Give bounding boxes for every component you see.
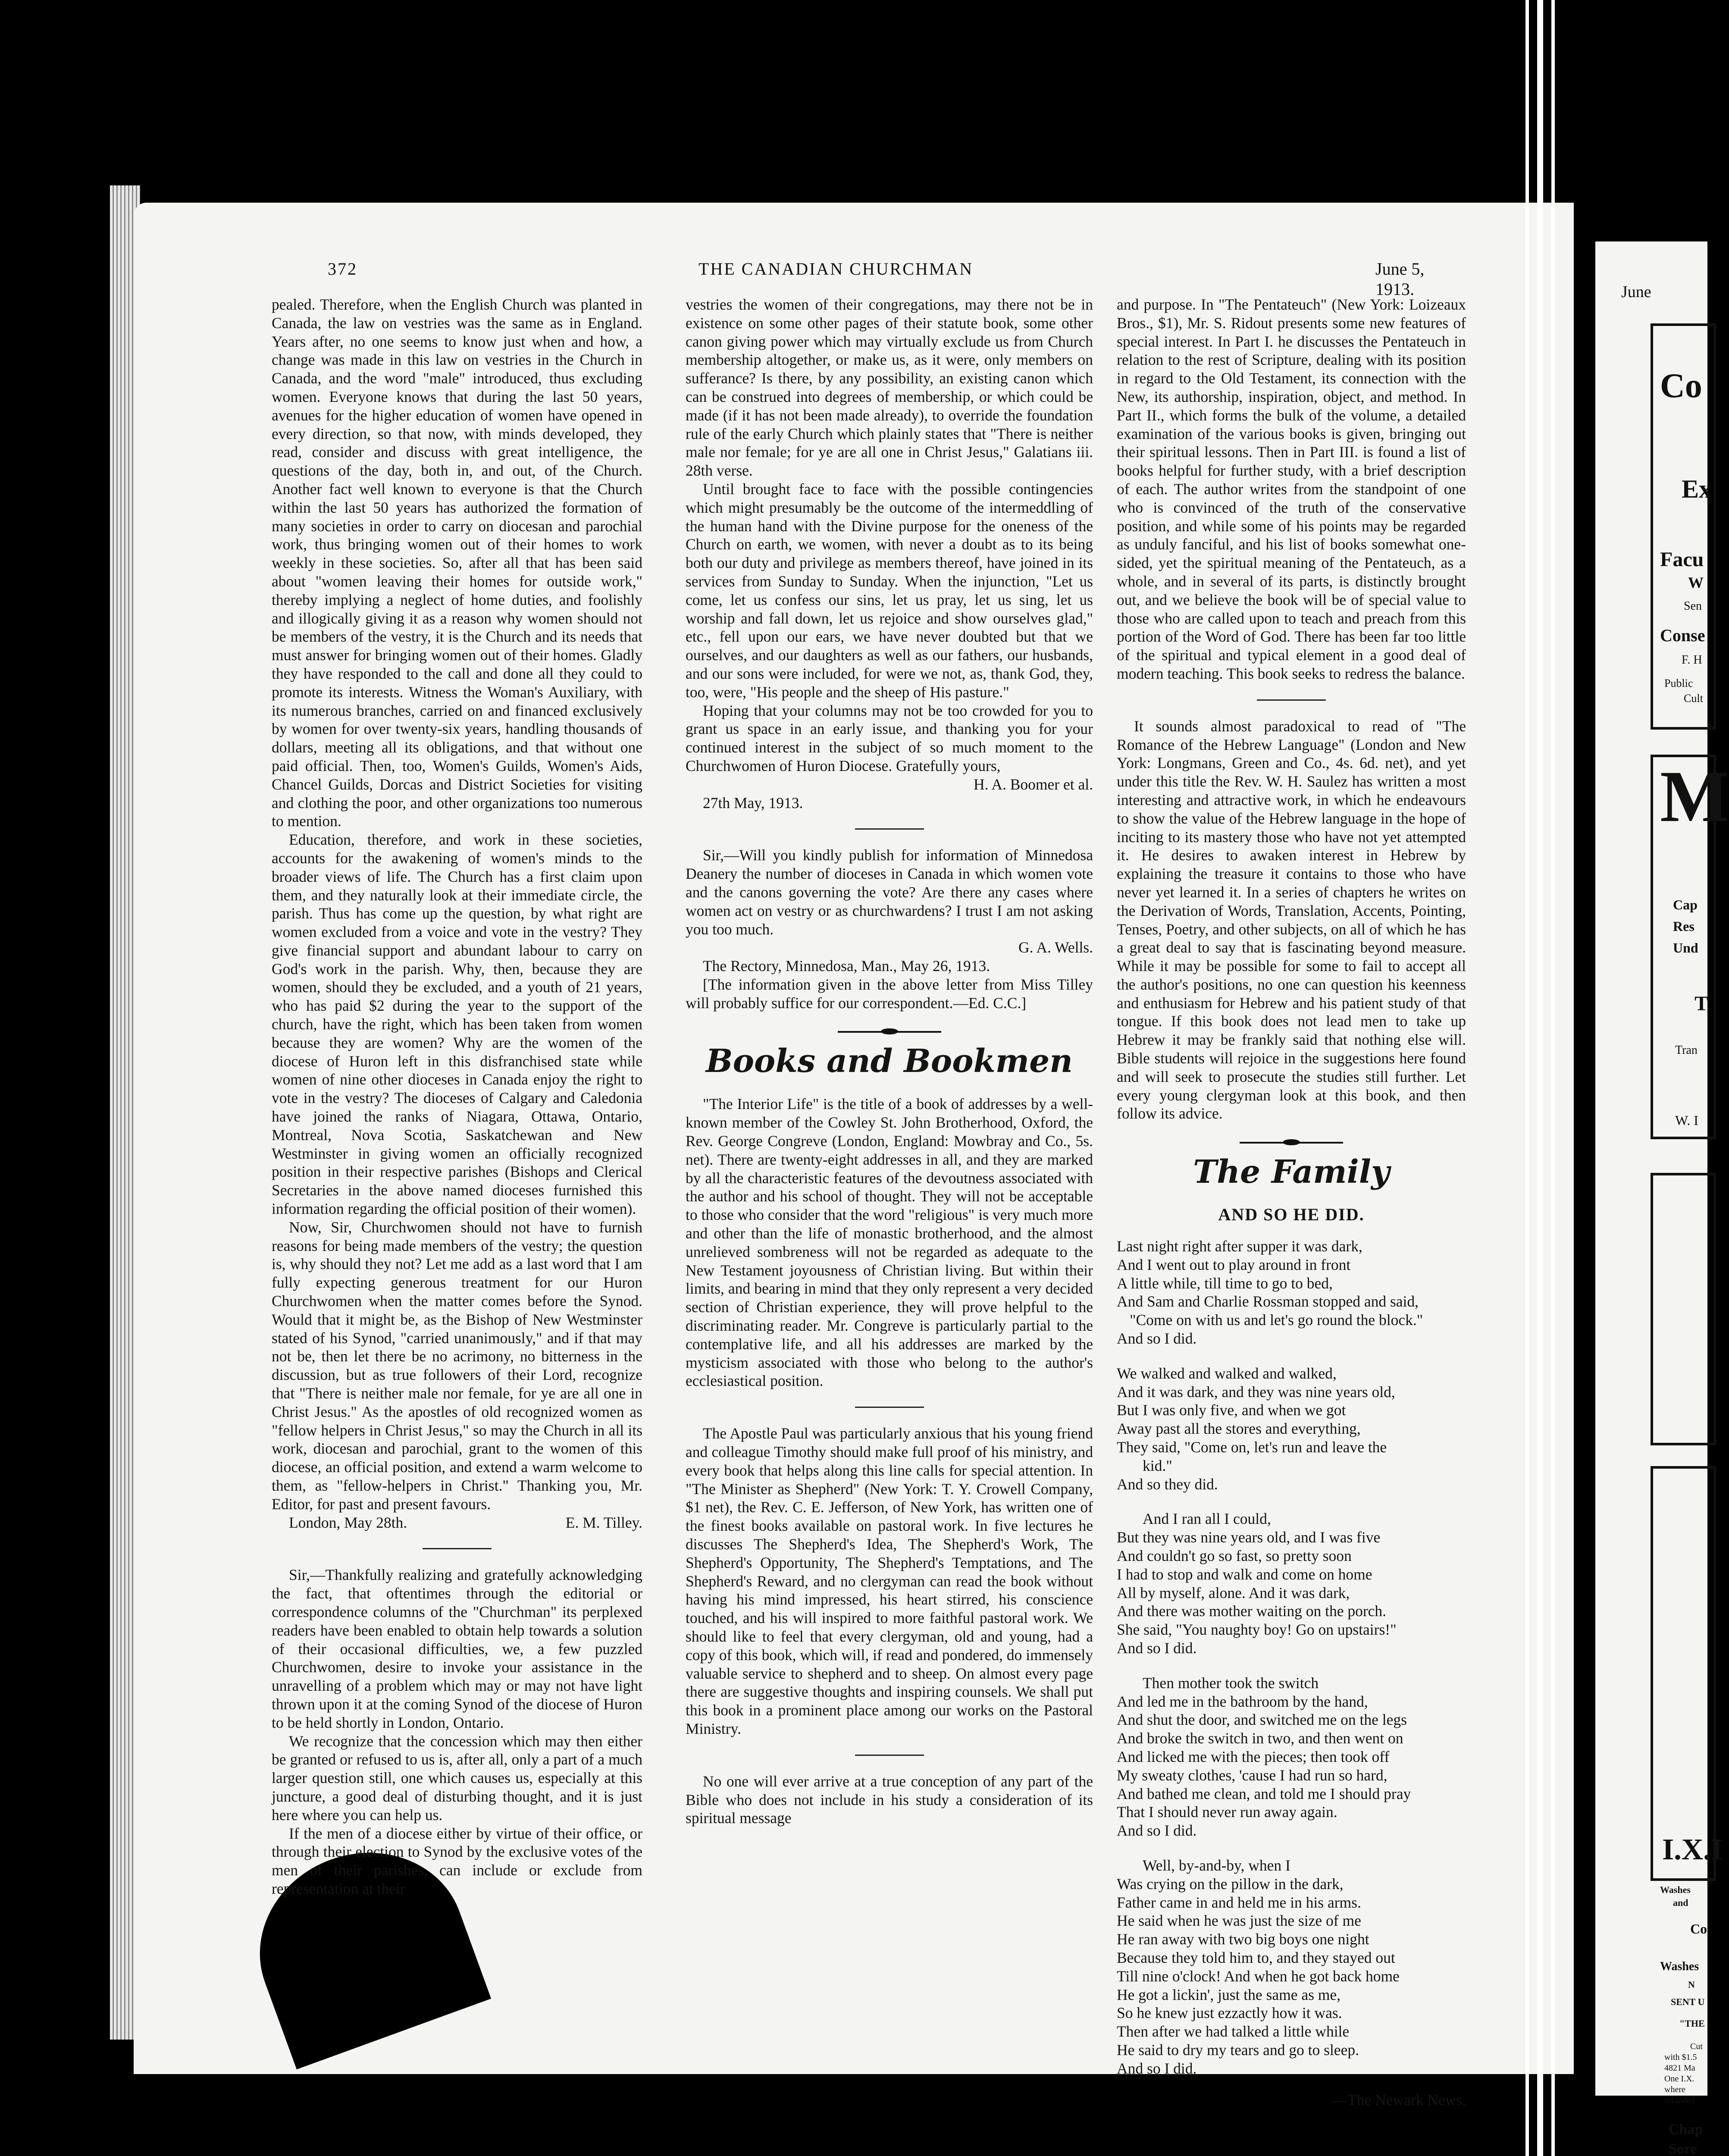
paragraph: pealed. Therefore, when the English Church was planted in Canada, the law on vestries was the same as in England. Years after, no one seems to know just when and how, a change was made in this law on vestries in the Church in Canada, and the word "male" introduced, thus excluding women. Everyone knows that during the last 50 years, avenues for the higher education of women have opened in every direction, so that now, with minds developed, they read, consider and discuss with great intelligence, the questions of the day, both in, and out, of the Church. Another fact well known to everyone is that the Church within the last 50 years has authorized the formation of many societies in order to carry on diocesan and parochial work, thus bringing women out of their homes to work weekly in these societies. So, after all that has been said about "women leaving their homes for outside work," thereby implying a neglect of home duties, and foolishly and illogically giving it as a reason why women should not be members of the vestry, it is the Church and its needs that must answer for bringing women out of their homes. Gladly they have responded to the call and done all they could to promote its interests. Witness the Woman's Auxiliary, with its numerous branches, carried on and financed exclusively by women for over twenty-six years, handling thousands of dollars, meeting all its obligations, and that without one paid official. Then, too, Women's Guilds, Women's Aids, Chancel Guilds, Dorcas and District Societies for visiting and clothing the poor, and other organizations too numerous to mention.	[272, 296, 642, 830]
poem-line: And it was dark, and they was nine years old,	[1117, 1383, 1395, 1401]
ad-fragment: and	[1673, 1897, 1688, 1908]
poem-line: She said, "You naughty boy! Go on upstairs!"	[1117, 1621, 1397, 1639]
ad-fragment: W	[1688, 574, 1704, 591]
poem-line: He said when he was just the size of me	[1117, 1912, 1361, 1930]
divider	[855, 1407, 924, 1408]
ad-fragment: Und	[1673, 940, 1698, 956]
dateline: London, May 28th.	[289, 1514, 407, 1531]
divider	[855, 1755, 924, 1756]
paragraph: "The Interior Life" is the title of a book of addresses by a well-known member of the Cowley St. John Brotherhood, Oxford, the Rev. George Congreve (London, England: Mowbray and Co., 5s. net). There are twenty-eight addresses in all, and they are marked by all the characteristic features of the devoutness associated with the author and his school of thought. They will not be acceptable to those who consider that the word "religious" is very much more and other than the life of monastic brotherhood, and the almost unrelieved sombreness will not be regarded as adequate to the New Testament joyousness of Christian living. But within their limits, and bearing in mind that they only represent a very decided section of Christian experience, they will prove helpful to the discriminating reader. Mr. Congreve is particularly partial to the contemplative life, and all his addresses are marked by the mysticism associated with those who belong to the author's ecclesiastical position.	[686, 1095, 1093, 1390]
scan-border-line	[1537, 0, 1543, 2156]
ad-fragment: "THE	[1679, 2018, 1705, 2029]
scan-border-line	[1525, 0, 1529, 2156]
ad-fragment: Ex	[1682, 475, 1712, 503]
divider	[423, 1548, 492, 1549]
poem-line: Last night right after supper it was dark,	[1117, 1238, 1363, 1255]
poem-line: A little while, till time to go to bed,	[1117, 1274, 1333, 1292]
ad-fragment: Facu	[1660, 548, 1704, 571]
ad-fragment: Co	[1660, 367, 1702, 405]
ad-fragment: W. I	[1675, 1112, 1698, 1128]
poem-line: And licked me with the pieces; then took off	[1117, 1748, 1390, 1765]
paragraph: Now, Sir, Churchwomen should not have to furnish reasons for being made members of the vestry; the question is, why should they not? Let me add as a last word that I am fully expecting generous treatment for our Huron Churchwomen when the matter comes before the Synod. Would that it might be, as the Bishop of New Westminster stated of his Synod, "carried unanimously," and if that may not be, then let there be no acrimony, no bitterness in the discussion, but as true followers of their Lord, recognize that "There is neither male nor female, for ye are all one in Christ Jesus." As the apostles of old recognized women as "fellow helpers in Christ Jesus," so may the Church in all its work, diocesan and parochial, grant to the women of this diocese, an official position, and extend a warm welcome to them, as "fellow-helpers in Christ." Thanking you, Mr. Editor, for past and present favours.	[272, 1218, 642, 1513]
poem-line: "Come on with us and let's go round the block."	[1130, 1311, 1423, 1329]
paragraph: Sir,—Will you kindly publish for information of Minnedosa Deanery the number of dioceses in Canada in which women vote and the canons governing the vote? Are there any cases where women act on vestry or as churchwardens? I trust I am not asking you too much.	[686, 846, 1093, 938]
ornament-divider	[838, 1028, 941, 1034]
poem-line: And there was mother waiting on the porch.	[1117, 1602, 1387, 1620]
poem-line: And so I did.	[1117, 1639, 1197, 1657]
ad-fragment: T	[1695, 992, 1709, 1015]
ad-frame	[1651, 1466, 1716, 1881]
paragraph: vestries the women of their congregations, may there not be in existence on some other pages of their statute book, some other canon giving power which may virtually exclude us from Church membership altogether, or make us, as it were, only members on sufferance? Is there, by any possibility, an existing canon which can be construed into degrees of membership, or which could be made (if it has not been made already), to override the foundation rule of the early Church which plainly states that "There is neither male nor female; for ye are all one in Christ Jesus," Galatians iii. 28th verse.	[686, 296, 1093, 479]
divider	[855, 828, 924, 830]
scan-border-line	[1551, 0, 1555, 2156]
poem-line: Till nine o'clock! And when he got back home	[1117, 1967, 1400, 1985]
poem-title: AND SO HE DID.	[1218, 1205, 1365, 1225]
ad-fragment: with $1.5	[1664, 2053, 1697, 2062]
poem-line: And Sam and Charlie Rossman stopped and said,	[1117, 1293, 1419, 1310]
divider	[1257, 699, 1326, 701]
poem-credit: —The Newark News.	[1332, 2091, 1466, 2109]
issue-date: June 5, 1913.	[1375, 259, 1425, 299]
ad-fragment: Co	[1690, 1921, 1707, 1937]
signature: E. M. Tilley.	[565, 1514, 642, 1531]
poem-line: And led me in the bathroom by the hand,	[1117, 1692, 1368, 1710]
ad-frame	[1651, 323, 1716, 730]
ad-fragment: Washes	[1660, 1884, 1691, 1895]
page-number: 372	[328, 259, 357, 279]
ad-fragment: Cap	[1673, 897, 1698, 912]
masthead: THE CANADIAN CHURCHMAN	[698, 259, 974, 279]
paragraph: Until brought face to face with the possible contingencies which might presumably be the outcome of the intermeddling of the human hand with the Divine purpose for the oneness of the Church on earth, we women, with never a doubt as to its being both our duty and privilege as members thereof, have joined in its services from Sunday to Sunday. When the injunction, "Let us come, let us confess our sins, let us pray, let us sing, let us worship and fall down, let us rejoice and show ourselves glad," etc., fell upon our ears, we have never doubted but that we ourselves, and our daughters as well as our fathers, our husbands, and our sons were included, for were we not, as, thank God, they, too, were, "His people and the sheep of His pasture."	[686, 480, 1093, 701]
paragraph: Hoping that your columns may not be too crowded for you to grant us space in an early issue, and thanking you for your continued interest in the subject of so much moment to the Churchwomen of Huron Diocese. Gratefully yours,	[686, 702, 1093, 774]
editor-note: [The information given in the above letter from Miss Tilley will probably suffice for our correspondent.—Ed. C.C.]	[686, 975, 1093, 1012]
poem-line: Was crying on the pillow in the dark,	[1117, 1875, 1344, 1893]
poem-line: And couldn't go so fast, so pretty soon	[1117, 1547, 1352, 1565]
ad-fragment: Res	[1673, 918, 1695, 934]
ad-fragment: One I.X.	[1664, 2074, 1695, 2084]
page-header	[328, 259, 1457, 299]
poem-line: He ran away with two big boys one night	[1117, 1930, 1369, 1948]
ad-fragment: F. H	[1682, 653, 1702, 667]
ad-fragment: Conse	[1660, 626, 1705, 645]
section-heading-books: Books and Bookmen	[706, 1043, 1073, 1080]
column-2	[686, 295, 1093, 1827]
poem	[1117, 1237, 1466, 2078]
ad-fragment: where	[1664, 2085, 1685, 2094]
dateline: 27th May, 1913.	[703, 794, 803, 812]
poem-line: Well, by-and-by, when I	[1143, 1856, 1290, 1874]
poem-line: And broke the switch in two, and then went on	[1117, 1730, 1403, 1747]
poem-line: Away past all the stores and everything,	[1117, 1420, 1361, 1438]
paragraph: No one will ever arrive at a true conception of any part of the Bible who does not include in his study a consideration of its spiritual message	[686, 1772, 1093, 1827]
poem-line: Then after we had talked a little while	[1117, 2023, 1350, 2040]
ad-frame	[1651, 1173, 1716, 1445]
poem-line: And so I did.	[1117, 2059, 1197, 2077]
poem-line: My sweaty clothes, 'cause I had run so hard,	[1117, 1766, 1388, 1784]
poem-line: We walked and walked and walked,	[1117, 1364, 1337, 1382]
poem-line: They said, "Come on, let's run and leave the	[1117, 1438, 1387, 1456]
poem-line: And bathed me clean, and told me I should pray	[1117, 1785, 1411, 1802]
ad-fragment: refunded	[1664, 2096, 1695, 2105]
ad-fragment: Public	[1664, 677, 1693, 689]
paragraph: Education, therefore, and work in these societies, accounts for the awakening of women's minds to the broader views of life. The Church has a first claim upon them, and they naturally look at their immediate circle, the parish. Thus has come up the question, by what right are women excluded from a voice and vote in the vestry? They give financial support and abundant labour to carry on God's work in the parish. Why, then, because they are women, should they be excluded, and a youth of 21 years, who has paid $2 during the year to the support of the church, have the right, which has been taken from women because they are women? Why are the women of the diocese of Huron left in this disfranchised state while women of nine other dioceses in Canada enjoy the right to vote in the vestry? The dioceses of Calgary and Caledonia have joined the ranks of Niagara, Ottawa, Ontario, Montreal, Nova Scotia, Saskatchewan and New Westminster in giving women an officially recognized position in their respective parishes (Bishops and Clerical Secretaries in the above named dioceses furnished this information regarding the official position of their women).	[272, 831, 642, 1218]
signature: G. A. Wells.	[1018, 939, 1093, 956]
poem-line: Then mother took the switch	[1143, 1674, 1319, 1692]
poem-line: He said to dry my tears and go to sleep.	[1117, 2041, 1359, 2059]
ad-fragment: Chap	[1669, 2122, 1703, 2137]
column-1	[272, 295, 642, 1898]
ad-fragment: N	[1688, 1979, 1695, 1990]
ad-fragment: Sen	[1684, 599, 1702, 613]
poem-line: And shut the door, and switched me on the legs	[1117, 1711, 1407, 1729]
section-heading-family: The Family	[1193, 1153, 1390, 1191]
ad-fragment: 4821 Ma	[1664, 2063, 1695, 2073]
poem-line: But they was nine years old, and I was five	[1117, 1529, 1381, 1546]
poem-line: That I should never run away again.	[1117, 1803, 1337, 1821]
ad-fragment: Tran	[1675, 1044, 1698, 1057]
ornament-divider	[1240, 1139, 1343, 1145]
paragraph: It sounds almost paradoxical to read of "The Romance of the Hebrew Language" (London and New York: Longmans, Green and Co., 4s. 6d. net), and yet under this title the Rev. W. H. Saulez has written a most interesting and attractive work, in which he endeavours to show the value of the Hebrew language in the hope of inciting to its mastery those who have not yet attempted it. He desires to awaken interest in Hebrew by explaining the treasure it contains to those who have never yet learned it. In a series of chapters he writes on the Derivation of Words, Translation, Accents, Pointing, Tenses, Poetry, and other subjects, on all of which he has a great deal to say that is fascinating beyond measure. While it may be possible for some to fail to accept all the author's positions, no one can question his keenness and enthusiasm for Hebrew and his patient study of that tongue. If this book does not lead men to take up Hebrew it may be frankly said that nothing else will. Bible students will rejoice in the suggestions here found and will seek to prosecute the studies still further. Let every young clergyman look at this book, and then follow its advice.	[1117, 717, 1466, 1122]
paragraph: Sir,—Thankfully realizing and gratefully acknowledging the fact, that oftentimes through the editorial or correspondence columns of the "Churchman" its perplexed readers have been enabled to obtain help towards a solution of their occasional difficulties, we, a few puzzled Churchwomen, desire to invoke your assistance in the unravelling of a problem which may or may not have light thrown upon it at the coming Synod of the diocese of Huron to be held shortly in London, Ontario.	[272, 1566, 642, 1731]
ad-fragment: Washes	[1660, 1960, 1699, 1973]
ad-frame	[1651, 755, 1716, 1139]
dateline: The Rectory, Minnedosa, Man., May 26, 1913.	[703, 957, 990, 975]
adjacent-page-header: June	[1621, 283, 1651, 301]
poem-line: But I was only five, and when we got	[1117, 1401, 1346, 1419]
poem-line: And I went out to play around in front	[1117, 1256, 1351, 1273]
paragraph: We recognize that the concession which may then either be granted or refused to us is, after all, only a part of a much larger question still, one which causes us, especially at this juncture, a good deal of disturbing thought, and it is just here where you can help us.	[272, 1732, 642, 1824]
paragraph: If the men of a diocese either by virtue of their office, or through their election to Synod by the exclusive votes of the men of their parishes, can include or exclude from representation at their	[272, 1824, 642, 1897]
ad-fragment: Sore	[1669, 2141, 1697, 2156]
poem-line: And so they did.	[1117, 1475, 1218, 1493]
ad-fragment: SENT U	[1671, 1996, 1705, 2007]
signature: H. A. Boomer et al.	[973, 775, 1093, 793]
paragraph: The Apostle Paul was particularly anxious that his young friend and colleague Timothy should make full proof of his ministry, and every book that helps along this line calls for special attention. In "The Minister as Shepherd" (New York: T. Y. Crowell Company, $1 net), the Rev. C. E. Jefferson, of New York, has written one of the finest books available on pastoral work. In five lectures he discusses The Shepherd's Idea, The Shepherd's Work, The Shepherd's Opportunity, The Shepherd's Temptations, and The Shepherd's Reward, and no clergyman can read the book without having his mind impressed, his heart stirred, his conscience touched, and his will inspired to more faithful pastoral work. We should like to feel that every clergyman, old and young, had a copy of this book, which will, if read and pondered, do immensely valuable service to shepherd and to sheep. On almost every page there are suggestive thoughts and inspiring counsels. We shall put this book in a prominent place among our works on the Pastoral Ministry.	[686, 1425, 1093, 1737]
column-3	[1117, 295, 1466, 2109]
ad-fragment: M	[1660, 756, 1729, 837]
ad-fragment: I.X.I	[1662, 1833, 1723, 1866]
ad-fragment: Cut	[1690, 2042, 1703, 2051]
poem-line: He got a lickin', just the same as me,	[1117, 1986, 1341, 2003]
poem-line: Because they told him to, and they stayed out	[1117, 1949, 1395, 1966]
poem-line: All by myself, alone. And it was dark,	[1117, 1584, 1350, 1601]
paragraph: and purpose. In "The Pentateuch" (New York: Loizeaux Bros., $1), Mr. S. Ridout presents some new features of special interest. In Part I. he discusses the Pentateuch in relation to the rest of Scripture, dealing with its position in regard to the Old Testament, its connection with the New, its authorship, inspiration, object, and method. In Part II., which forms the bulk of the volume, a detailed examination of the various books is given, bringing out their spiritual lessons. Then in Part III. is found a list of books helpful for further study, with a brief description of each. The author writes from the standpoint of one who is convinced of the truth of the conservative position, and while some of his points may be regarded as unduly fanciful, and his list of books somewhat one-sided, yet the spiritual meaning of the Pentateuch, as a whole, and in several of its parts, is distinctly brought out, and we believe the book will be of special value to those who are called upon to teach and preach from this portion of the Word of God. There has been far too little of the spiritual and typical element in a good deal of modern teaching. This book seeks to redress the balance.	[1117, 296, 1466, 682]
poem-line: And I ran all I could,	[1143, 1510, 1271, 1528]
poem-line: I had to stop and walk and come on home	[1117, 1565, 1372, 1583]
poem-line: And so I did.	[1117, 1822, 1197, 1839]
poem-line: Father came in and held me in his arms.	[1117, 1893, 1361, 1911]
ad-fragment: Cult	[1684, 692, 1703, 705]
poem-line: So he knew just ezzactly how it was.	[1117, 2004, 1342, 2022]
poem-line: kid."	[1143, 1457, 1172, 1474]
poem-line: And so I did.	[1117, 1330, 1197, 1348]
